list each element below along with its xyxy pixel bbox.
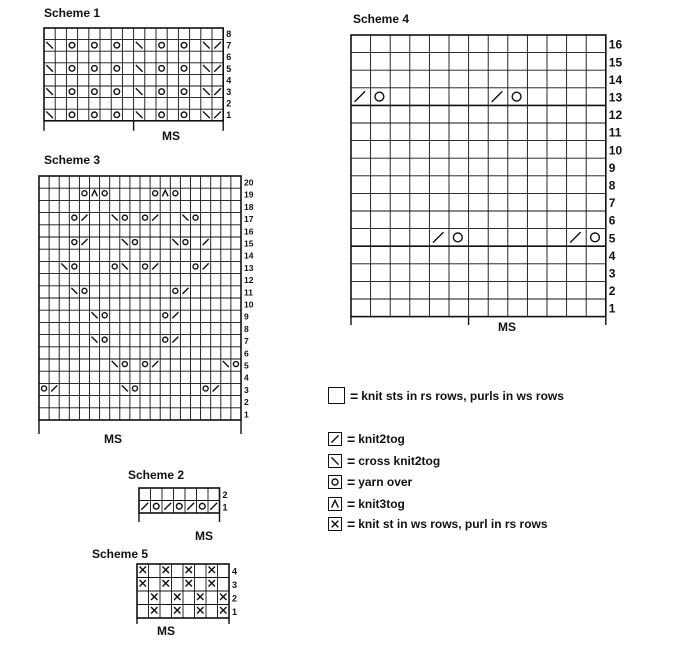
legend-item-k3tog [328,496,405,512]
row-number: 13 [244,262,254,273]
stitch-x [332,521,339,528]
row-number: 1 [244,409,249,420]
stitch-\ [331,457,338,464]
caret-icon [328,497,342,511]
scheme-1-chart [38,26,258,146]
legend-item-k2tog [328,431,405,447]
row-number: 4 [244,372,249,383]
scheme-4-ms-label: MS [498,320,516,334]
scheme-3-chart [36,174,258,436]
row-number: 16 [608,37,623,52]
slash-icon [328,432,342,446]
row-number: 3 [244,384,249,395]
legend-equals: = [347,496,356,512]
row-number: 8 [244,323,249,334]
row-number: 16 [244,226,254,237]
row-number: 7 [608,196,616,211]
legend-item-x [328,516,548,532]
row-number: 19 [244,189,254,200]
scheme-2-title: Scheme 2 [128,468,185,482]
stitch-o [332,479,338,485]
row-number: 2 [608,284,616,299]
scheme-3-title: Scheme 3 [44,153,101,167]
row-number: 9 [608,160,616,175]
row-number: 12 [244,275,254,286]
row-number: 15 [608,55,623,70]
row-number: 1 [608,301,616,316]
legend-text: knit3tog [358,497,405,511]
row-number: 17 [244,214,254,225]
legend-item-yo [328,474,412,490]
row-number: 2 [222,489,228,500]
legend-text: knit st in ws rows, purl in rs rows [358,517,548,531]
legend-equals: = [347,474,356,490]
stitch-/ [331,435,338,442]
legend-text: cross knit2tog [358,454,441,468]
scheme-5-chart [134,562,244,624]
scheme-1-title: Scheme 1 [44,6,101,20]
legend-text: yarn over [358,475,413,489]
legend-equals: = [350,387,359,404]
row-number: 6 [226,52,232,63]
row-number: 14 [608,72,623,87]
row-number: 8 [226,29,232,40]
row-number: 10 [244,299,254,310]
scheme-4-title: Scheme 4 [353,12,410,26]
row-number: 11 [608,125,622,140]
row-number: 7 [244,336,249,347]
backslash-icon [328,454,342,468]
scheme-3-ms-label: MS [104,432,122,446]
row-number: 1 [222,502,228,513]
row-number: 8 [608,178,616,193]
row-number: 5 [608,231,616,246]
row-number: 20 [244,177,254,188]
row-number: 18 [244,201,254,212]
scheme-4-chart [348,33,638,325]
scheme-5-ms-label: MS [157,624,175,638]
legend-equals: = [347,453,356,469]
legend-item-empty [328,387,564,404]
row-number: 12 [608,108,623,123]
row-number: 4 [232,566,238,577]
legend-text: knit2tog [358,432,405,446]
legend-equals: = [347,516,356,532]
scheme-2-chart [136,486,236,522]
row-number: 10 [608,143,623,158]
row-number: 1 [226,110,232,121]
scheme-1-ms-label: MS [162,129,180,143]
row-number: 5 [226,63,232,74]
cross-x-icon [328,517,342,531]
row-number: 3 [232,580,238,591]
row-number: 1 [232,607,238,618]
scheme-2-ms-label: MS [195,529,213,543]
legend-item-cross [328,453,440,469]
empty-square-icon [328,387,345,404]
row-number: 15 [244,238,254,249]
row-number: 2 [226,98,232,109]
row-number: 11 [244,287,253,298]
row-number: 3 [608,266,616,281]
row-number: 14 [244,250,254,261]
row-number: 3 [226,87,232,98]
row-number: 4 [226,75,232,86]
legend-equals: = [347,431,356,447]
row-number: 4 [608,248,616,263]
row-number: 6 [244,348,249,359]
row-number: 6 [608,213,616,228]
row-number: 2 [244,397,249,408]
row-number: 9 [244,311,249,322]
circle-icon [328,475,342,489]
row-number: 7 [226,40,232,51]
row-number: 2 [232,593,238,604]
stitch-^ [332,500,339,507]
legend-text: knit sts in rs rows, purls in ws rows [361,388,564,403]
row-number: 5 [244,360,249,371]
row-number: 13 [608,90,623,105]
scheme-5-title: Scheme 5 [92,547,149,561]
